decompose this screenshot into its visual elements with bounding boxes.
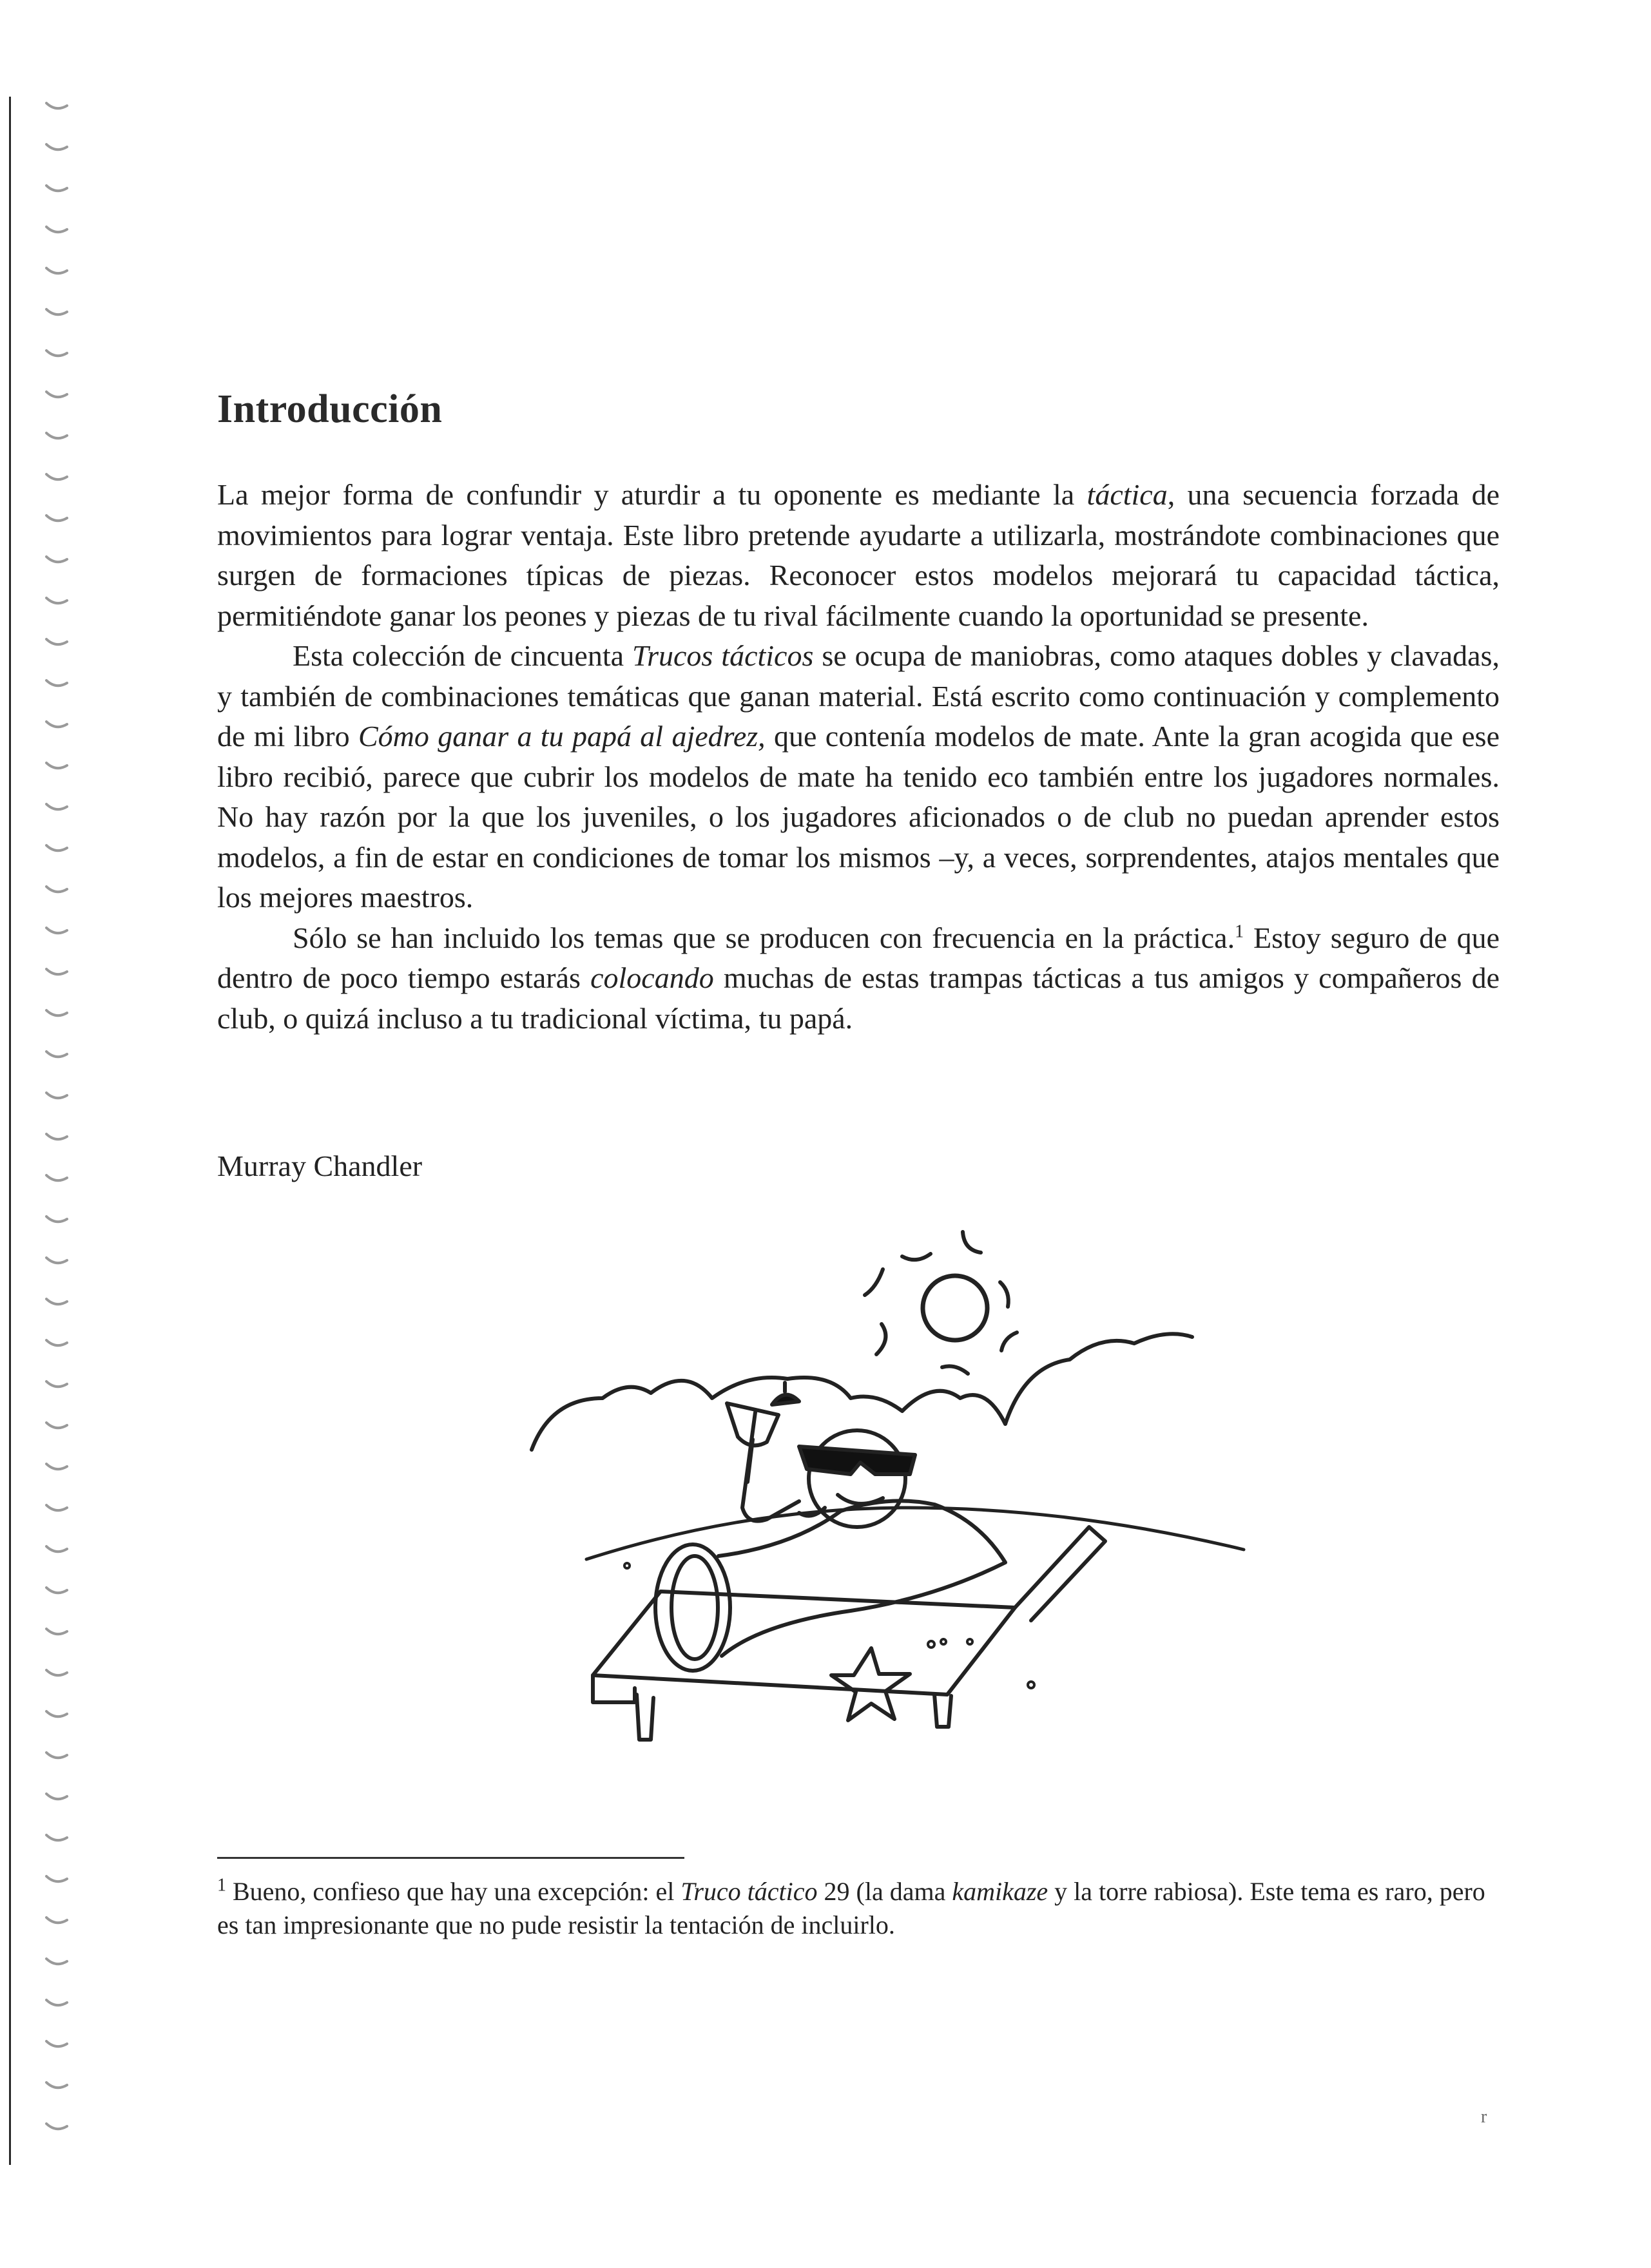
binding-hook xyxy=(46,887,67,892)
starfish-icon xyxy=(831,1648,910,1720)
binding-hook xyxy=(46,227,67,232)
binding-hook xyxy=(46,1423,67,1428)
binding-hook xyxy=(46,1340,67,1345)
binding-hook xyxy=(46,309,67,314)
binding-hook xyxy=(46,1381,67,1387)
binding-hook xyxy=(46,392,67,397)
binding-hook xyxy=(46,1546,67,1552)
paragraph-1: La mejor forma de confundir y aturdir a tu oponente es mediante la táctica, una secuencia forzada de movimientos para lograr ventaja. Este libro pretende ayudarte a utilizarla, mostrándote combinaciones que surgen de formaciones típicas de piezas. Reconocer estos modelos mejorará tu capacidad táctica, permitiéndote ganar los peones y piezas de tu rival fácilmente cuando la oportunidad se presente. xyxy=(217,478,1500,632)
binding-hook xyxy=(46,1711,67,1716)
horizon-line xyxy=(586,1508,1244,1559)
binding-hook xyxy=(46,598,67,603)
binding-hook xyxy=(46,928,67,933)
spiral-binding-marks xyxy=(40,90,79,2171)
footnote-marker: 1 xyxy=(217,1875,226,1896)
binding-hook xyxy=(46,2041,67,2046)
page-mark: r xyxy=(1481,2107,1487,2127)
binding-hook xyxy=(46,351,67,356)
paragraph-3: Sólo se han incluido los temas que se producen con frecuencia en la práctica.$^1$ Estoy seguro de que dentro de poco tiempo estarás colocando muchas de estas trampas tácticas a tus amigos y compañeros de club, o quizá incluso a tu tradicional víctima, tu papá. xyxy=(217,921,1500,1035)
binding-hook xyxy=(46,1753,67,1758)
paragraph-2: Esta colección de cincuenta Trucos tácticos se ocupa de maniobras, como ataques dobles y clavadas, y también de combinaciones temáticas que ganan material. Está escrito como continuación y complemento de mi libro Cómo ganar a tu papá al ajedrez, que contenía modelos de mate. Ante la gran acogida que ese libro recibió, parece que cubrir los modelos de mate ha tenido eco también entre los jugadores normales. No hay razón por la que los juveniles, o los jugadores aficionados o de club no puedan aprender estos modelos, a fin de estar en condiciones de tomar los mismos –y, a veces, sorprendentes, atajos mentales que los mejores maestros. xyxy=(217,639,1500,914)
binding-hook xyxy=(46,763,67,768)
footnote-separator xyxy=(217,1857,684,1859)
binding-hook xyxy=(46,1093,67,1098)
author-signature: Murray Chandler xyxy=(217,1149,423,1182)
binding-hook xyxy=(46,1835,67,1840)
page-title: Introducción xyxy=(217,387,443,431)
binding-hook xyxy=(46,1505,67,1510)
binding-hook xyxy=(46,1876,67,1881)
binding-hook xyxy=(46,1588,67,1593)
binding-hook xyxy=(46,680,67,686)
binding-hook xyxy=(46,515,67,521)
binding-hook xyxy=(46,1670,67,1675)
binding-hook xyxy=(46,2000,67,2005)
binding-hook xyxy=(46,474,67,479)
binding-hook xyxy=(46,186,67,191)
binding-hook xyxy=(46,2124,67,2129)
binding-hook xyxy=(46,1959,67,1964)
binding-hook xyxy=(46,639,67,644)
binding-hook xyxy=(46,845,67,850)
binding-hook xyxy=(46,1175,67,1180)
binding-hook xyxy=(46,103,67,108)
binding-hook xyxy=(46,1134,67,1139)
binding-hook xyxy=(46,433,67,438)
binding-hook xyxy=(46,1629,67,1634)
binding-hook xyxy=(46,1917,67,1923)
sun-icon xyxy=(865,1232,1017,1374)
binding-hook xyxy=(46,1052,67,1057)
binding-hook xyxy=(46,1464,67,1469)
binding-hook xyxy=(46,1794,67,1799)
binding-hook xyxy=(46,1216,67,1222)
binding-hook xyxy=(46,2082,67,2088)
binding-hook xyxy=(46,268,67,273)
binding-hook xyxy=(46,1299,67,1304)
binding-hook xyxy=(46,557,67,562)
binding-hook xyxy=(46,969,67,974)
binding-edge xyxy=(9,97,11,2165)
binding-hook xyxy=(46,804,67,809)
binding-hook xyxy=(46,1010,67,1015)
body-text xyxy=(217,475,1500,1039)
binding-hook xyxy=(46,1258,67,1263)
footnote-reference: 1 xyxy=(1235,921,1244,942)
binding-hook xyxy=(46,722,67,727)
binding-hook xyxy=(46,144,67,149)
footnote: $^1$ Bueno, confieso que hay una excepción: el Truco táctico 29 (la dama kamikaze y la torre rabiosa). Este tema es raro, pero es tan impresionante que no pude resistir la tentación de incluirlo. xyxy=(217,1875,1485,1939)
sunbathing-cartoon-icon xyxy=(490,1186,1276,1753)
